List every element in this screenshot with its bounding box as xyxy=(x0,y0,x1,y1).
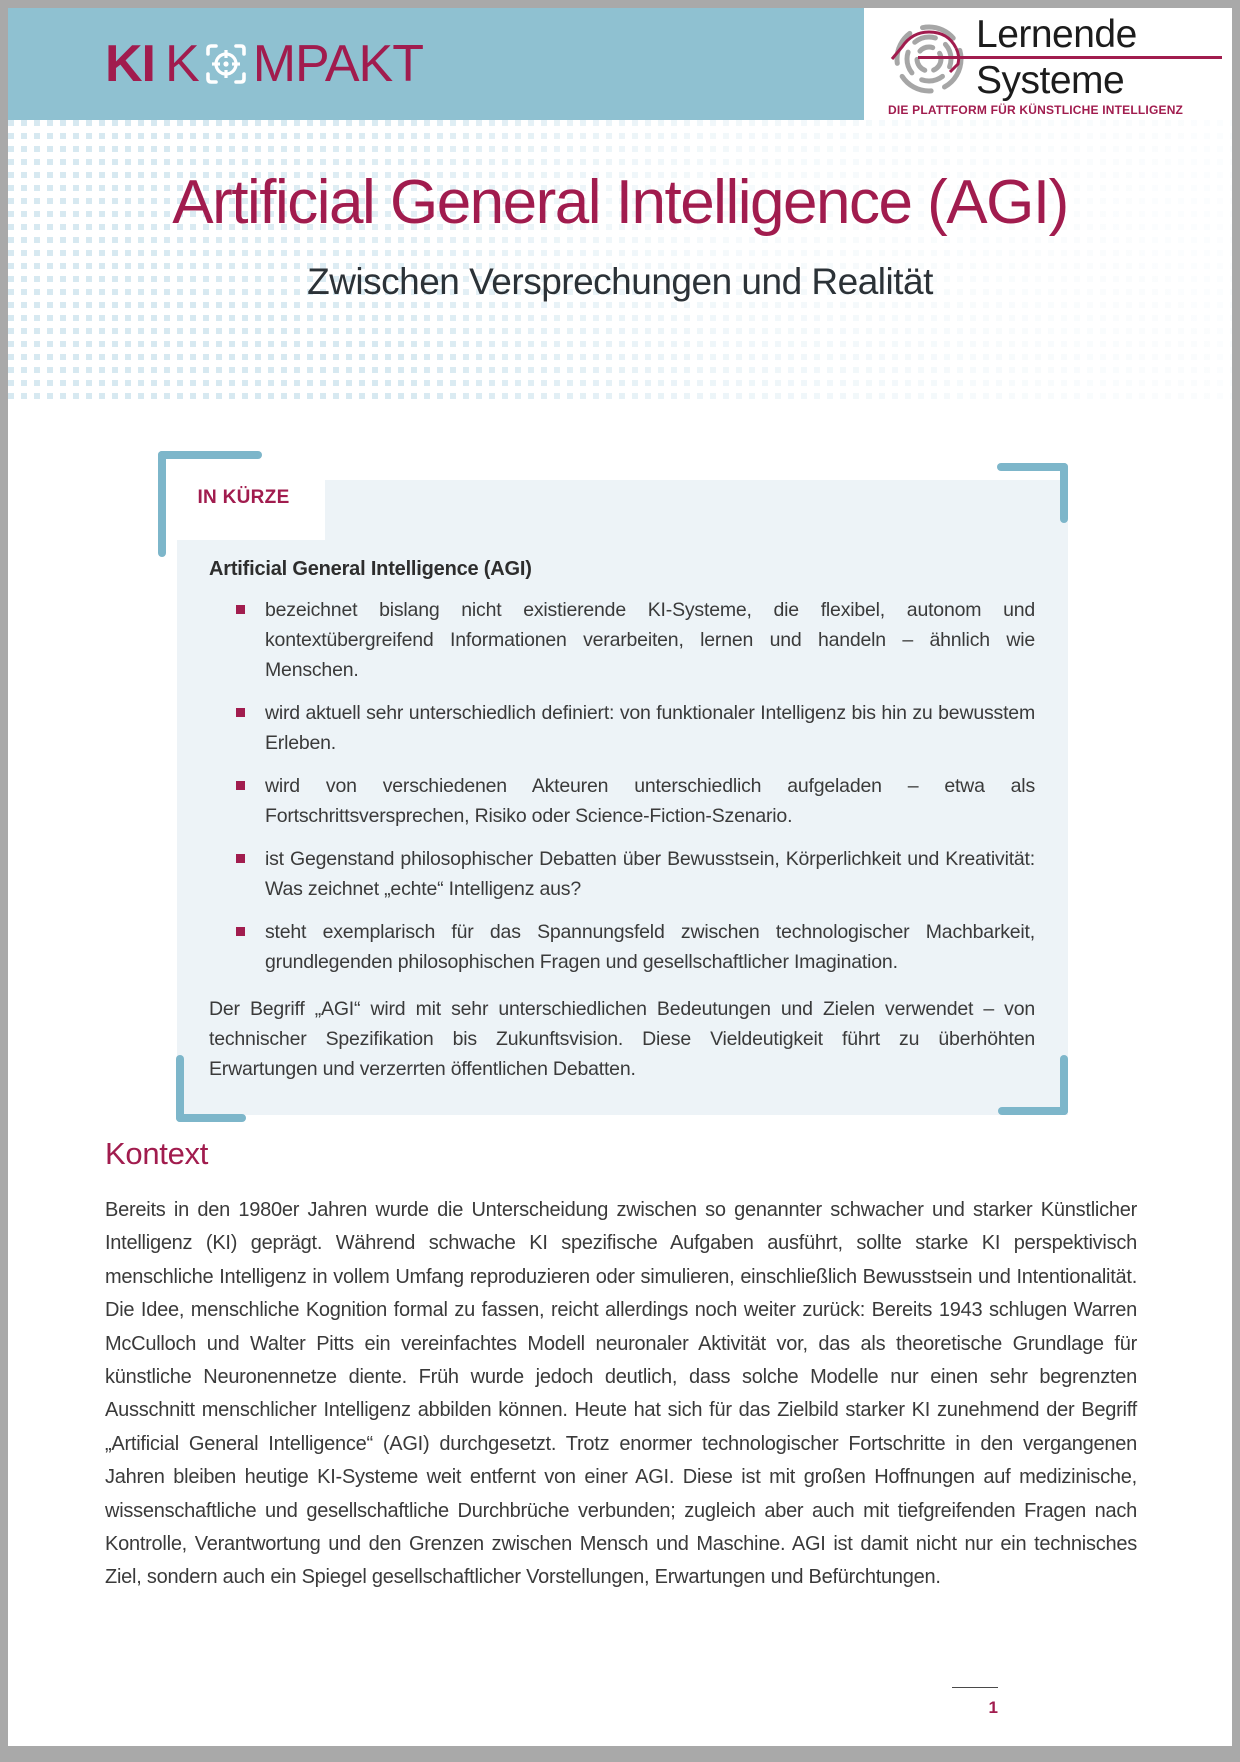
logo-line1: Lernende xyxy=(976,13,1137,56)
hero-pattern-section xyxy=(8,120,1232,402)
summary-bullet: wird aktuell sehr unterschiedlich definiert: von funktionaler Intelligenz bis hin zu bewusstem Erleben. xyxy=(209,698,1035,758)
page-number: 1 xyxy=(988,1698,998,1717)
summary-tab-label: IN KÜRZE xyxy=(197,486,290,508)
ki-kompakt-logo xyxy=(105,34,423,94)
brand-ki-text: KI xyxy=(105,35,155,93)
summary-closing: Der Begriff „AGI“ wird mit sehr unterschiedlichen Bedeutungen und Zielen verwendet – von technischer Spezifikation bis Zukunftsvision. Diese Vieldeutigkeit führt zu überhöhten Erwartungen und verzerrten öffentlichen Debatten. xyxy=(209,998,1035,1080)
summary-bullet: steht exemplarisch für das Spannungsfeld zwischen technologischer Machbarkeit, grundlegenden philosophischen Fragen und gesellschaftlicher Imagination. xyxy=(209,917,1035,977)
document-page xyxy=(8,8,1232,1746)
lernende-systeme-logo xyxy=(864,8,1232,124)
logo-wordmark xyxy=(976,14,1222,103)
logo-tagline: DIE PLATTFORM FÜR KÜNSTLICHE INTELLIGENZ xyxy=(888,103,1184,117)
summary-bullet: ist Gegenstand philosophischer Debatten über Bewusstsein, Körperlichkeit und Kreativität: Was zeichnet „echte“ Intelligenz aus? xyxy=(209,844,1035,904)
summary-lead: Artificial General Intelligence (AGI) xyxy=(209,558,532,580)
section-heading-kontext: Kontext xyxy=(105,1136,209,1171)
maze-icon xyxy=(888,16,970,107)
summary-bullet: wird von verschiedenen Akteuren unterschiedlich aufgeladen – etwa als Fortschrittsversprechen, Risiko oder Science-Fiction-Szenario. xyxy=(209,771,1035,831)
summary-box xyxy=(177,480,1068,1115)
header-band xyxy=(8,8,864,120)
summary-bullet: bezeichnet bislang nicht existierende KI-Systeme, die flexibel, autonom und kontextübergreifend Informationen verarbeiten, lernen und handeln – ähnlich wie Menschen. xyxy=(209,595,1035,685)
summary-bullet-list xyxy=(209,595,1035,977)
page-subtitle: Zwischen Versprechungen und Realität xyxy=(307,261,933,302)
logo-line2: Systeme xyxy=(976,59,1125,102)
page-title: Artificial General Intelligence (AGI) xyxy=(172,168,1068,237)
crosshair-target-icon xyxy=(199,39,253,89)
footer-divider xyxy=(952,1687,998,1688)
brand-mpakt-text: MPAKT xyxy=(252,35,423,93)
summary-tab xyxy=(162,455,325,540)
summary-content xyxy=(177,480,1068,1084)
brand-k-text: K xyxy=(165,35,199,93)
kontext-paragraph: Bereits in den 1980er Jahren wurde die Unterscheidung zwischen so genannter schwacher und starker Künstlicher Intelligenz (KI) geprägt. Während schwache KI spezifische Aufgaben ausführt, sollte starke KI perspektivisch menschliche Intelligenz in vollem Umfang reproduzieren oder simulieren, einschließlich Bewusstsein und Intentionalität. Die Idee, menschliche Kognition formal zu fassen, reicht allerdings noch weiter zurück: Bereits 1943 schlugen Warren McCulloch und Walter Pitts ein vereinfachtes Modell neuronaler Aktivität vor, das als theoretische Grundlage für künstliche Neuronennetze diente. Früh wurde jedoch deutlich, dass solche Modelle nur einen sehr begrenzten Ausschnitt menschlicher Intelligenz abbilden können. Heute hat sich für das Zielbild starker KI zunehmend der Begriff „Artificial General Intelligence“ (AGI) durchgesetzt. Trotz enormer technologischer Fortschritte in den vergangenen Jahren bleiben heutige KI-Systeme weit entfernt von einer AGI. Diese ist mit großen Hoffnungen auf medizinische, wissenschaftliche und gesellschaftliche Durchbrüche verbunden; zugleich aber auch mit tiefgreifenden Fragen nach Kontrolle, Verantwortung und den Grenzen zwischen Mensch und Maschine. AGI ist damit nicht nur ein technisches Ziel, sondern auch ein Spiegel gesellschaftlicher Vorstellungen, Erwartungen und Befürchtungen. xyxy=(105,1199,1137,1589)
